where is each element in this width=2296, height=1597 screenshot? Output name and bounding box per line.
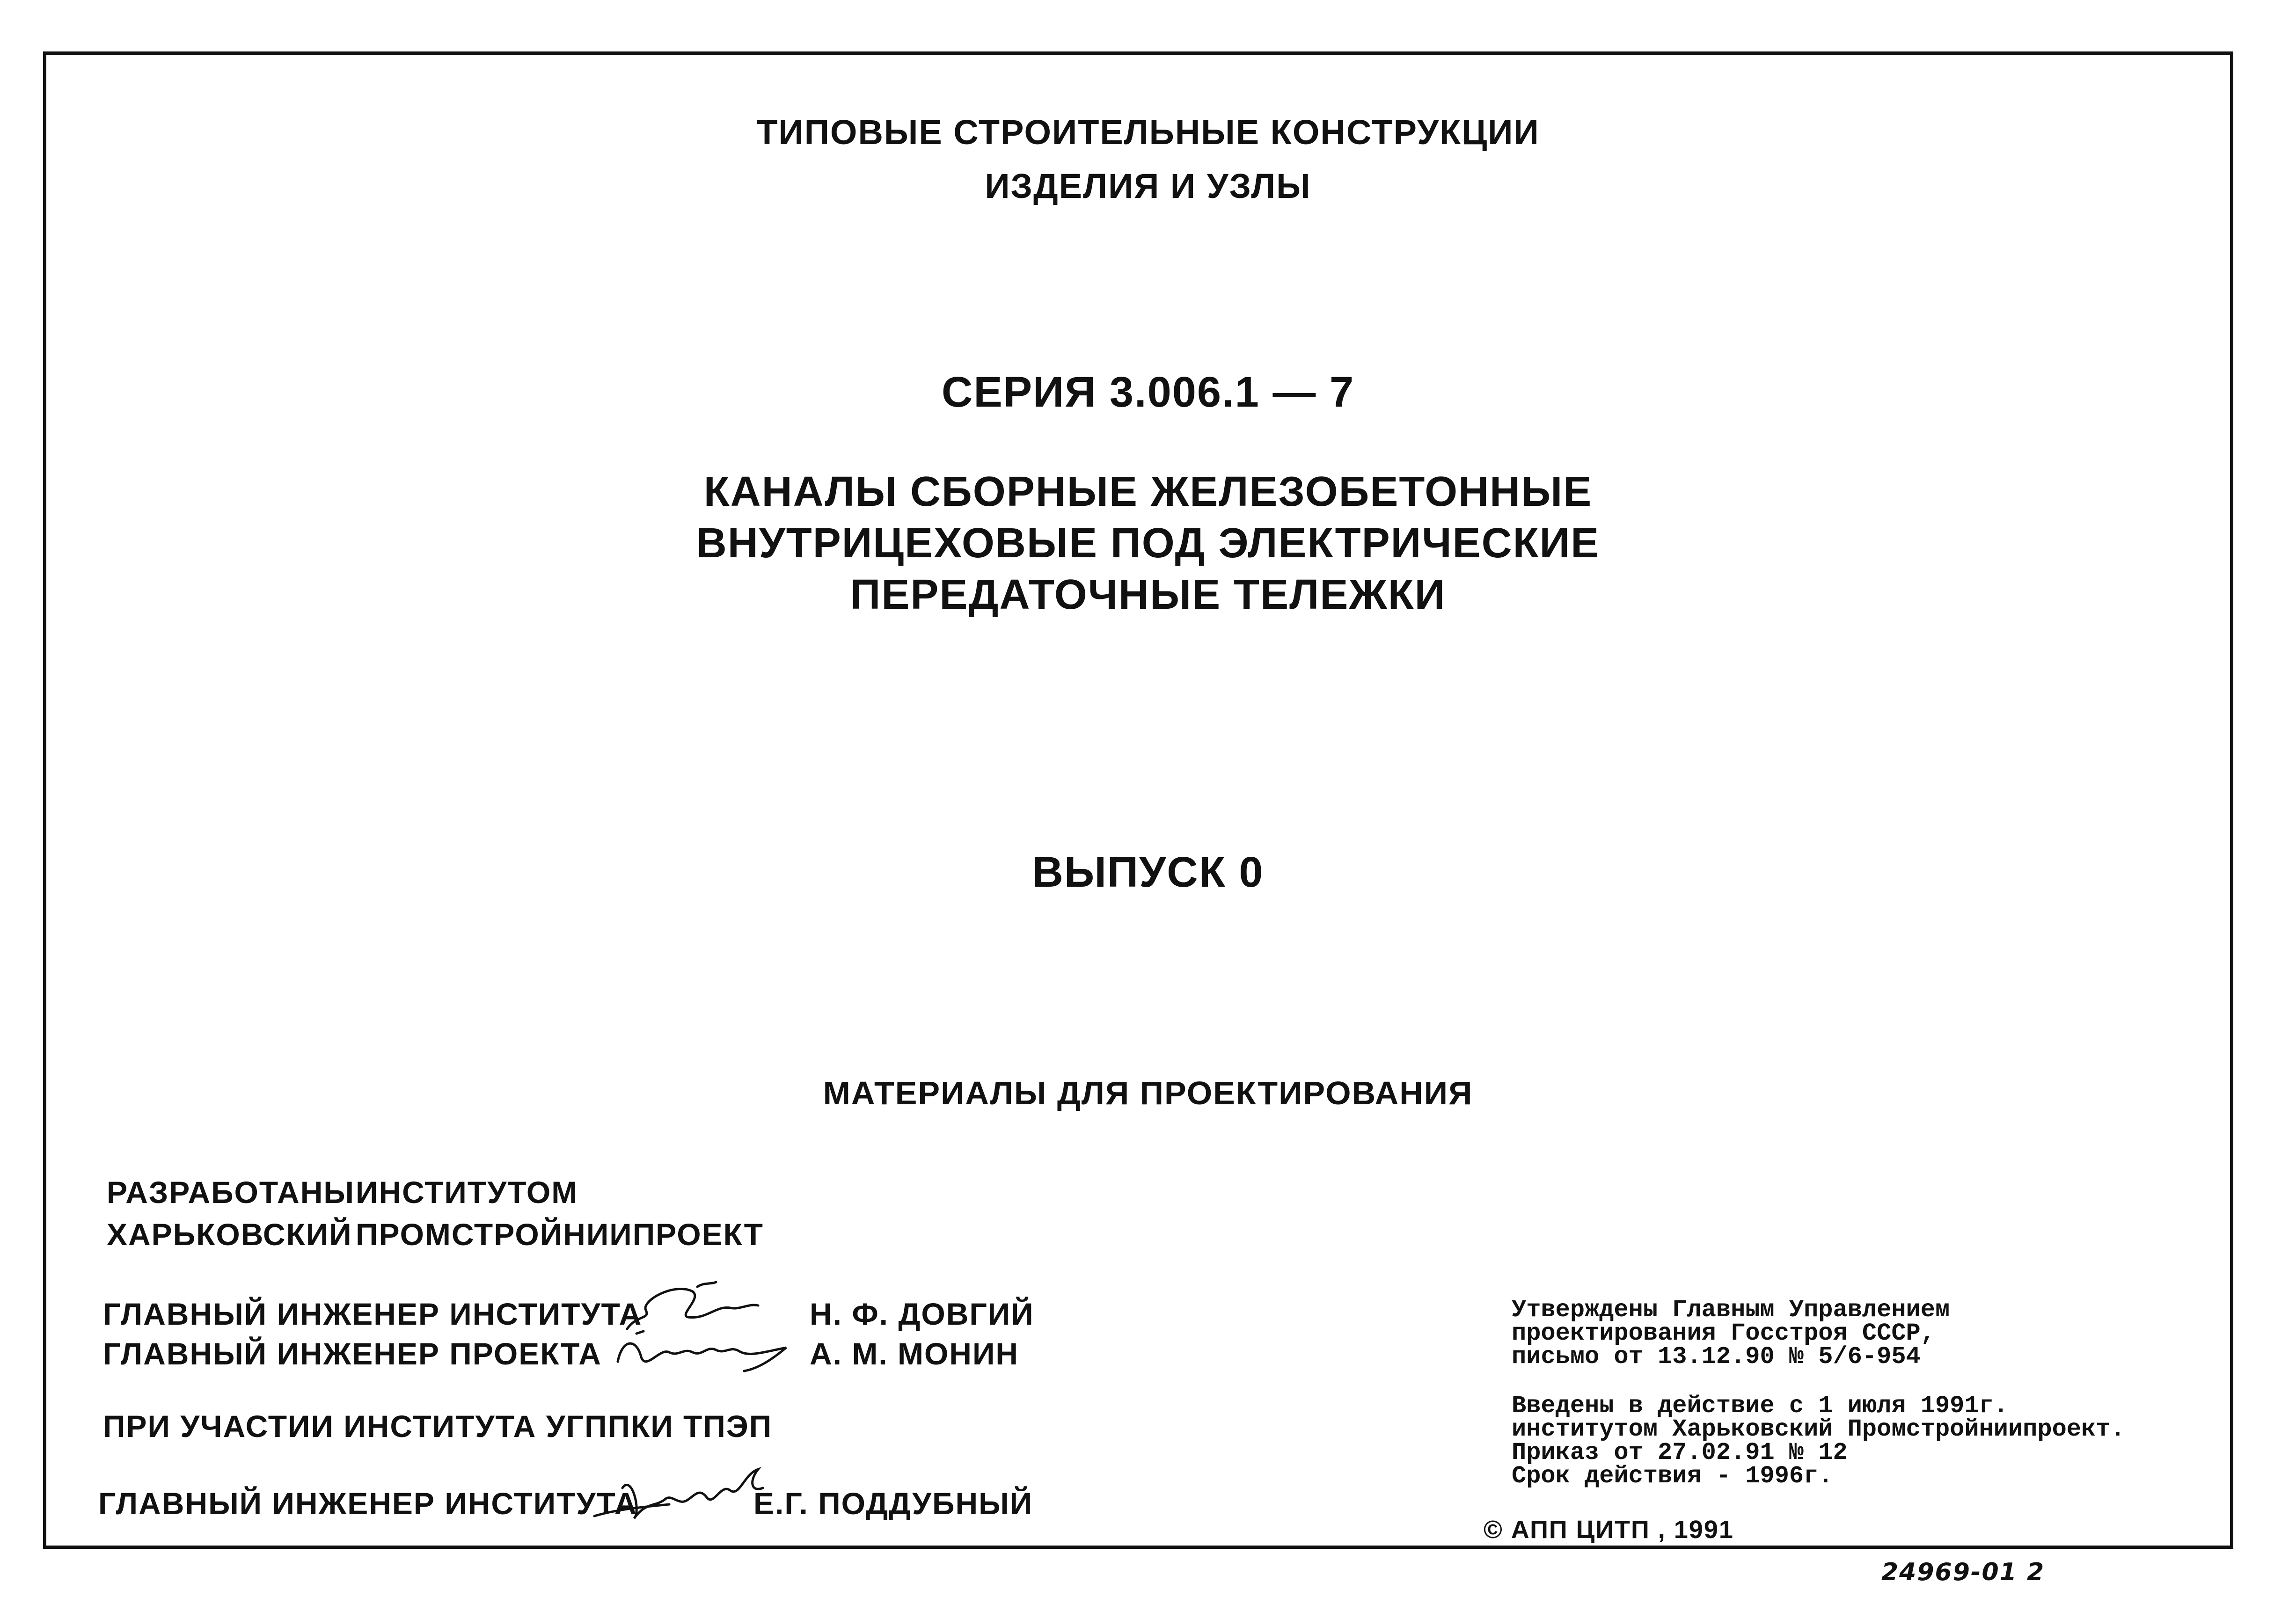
enactment-line-2: институтом Харьковский Промстройниипроект. xyxy=(1512,1415,2125,1443)
signatory-1-name: Н. Ф. ДОВГИЙ xyxy=(810,1297,1034,1331)
signatory-2-name: А. М. МОНИН xyxy=(810,1336,1019,1371)
developer-label-2: ХАРЬКОВСКИЙ xyxy=(107,1217,352,1252)
issue-number: ВЫПУСК 0 xyxy=(1032,848,1264,896)
enactment-line-1: Введены в действие с 1 июля 1991г. xyxy=(1512,1392,2008,1420)
title-line-2: ВНУТРИЦЕХОВЫЕ ПОД ЭЛЕКТРИЧЕСКИЕ xyxy=(696,520,1600,567)
enactment-line-4: Срок действия - 1996г. xyxy=(1512,1462,1833,1490)
signature-monin xyxy=(608,1320,805,1376)
developer-label-1: РАЗРАБОТАНЫ xyxy=(107,1175,355,1210)
signatory-1-role: ГЛАВНЫЙ ИНЖЕНЕР ИНСТИТУТА xyxy=(103,1297,643,1331)
signatory-3-role: ГЛАВНЫЙ ИНЖЕНЕР ИНСТИТУТА xyxy=(98,1486,638,1521)
signatory-3-name: Е.Г. ПОДДУБНЫЙ xyxy=(753,1486,1033,1521)
developer-value-1: ИНСТИТУТОМ xyxy=(356,1175,578,1210)
approval-line-1: Утверждены Главным Управлением xyxy=(1512,1296,1950,1324)
signatory-2-role: ГЛАВНЫЙ ИНЖЕНЕР ПРОЕКТА xyxy=(103,1336,602,1371)
title-line-1: КАНАЛЫ СБОРНЫЕ ЖЕЛЕЗОБЕТОННЫЕ xyxy=(703,468,1593,515)
approval-line-3: письмо от 13.12.90 № 5/6-954 xyxy=(1512,1343,1921,1371)
signature-poddubny xyxy=(590,1455,777,1525)
developer-value-2: ПРОМСТРОЙНИИПРОЕКТ xyxy=(356,1217,764,1252)
enactment-line-3: Приказ от 27.02.91 № 12 xyxy=(1512,1439,1848,1466)
participation-line: ПРИ УЧАСТИИ ИНСТИТУТА УГППКИ ТПЭП xyxy=(103,1409,773,1444)
header-line-2: ИЗДЕЛИЯ И УЗЛЫ xyxy=(985,167,1311,205)
series-number: СЕРИЯ 3.006.1 — 7 xyxy=(941,368,1355,416)
header-line-1: ТИПОВЫЕ СТРОИТЕЛЬНЫЕ КОНСТРУКЦИИ xyxy=(756,113,1540,152)
copyright-mark: © АПП ЦИТП , 1991 xyxy=(1484,1516,1734,1544)
materials-heading: МАТЕРИАЛЫ ДЛЯ ПРОЕКТИРОВАНИЯ xyxy=(823,1075,1473,1111)
approval-line-2: проектирования Госстроя СССР, xyxy=(1512,1320,1935,1347)
title-line-3: ПЕРЕДАТОЧНЫЕ ТЕЛЕЖКИ xyxy=(850,571,1446,618)
document-code: 24969-01 2 xyxy=(1881,1558,2045,1586)
